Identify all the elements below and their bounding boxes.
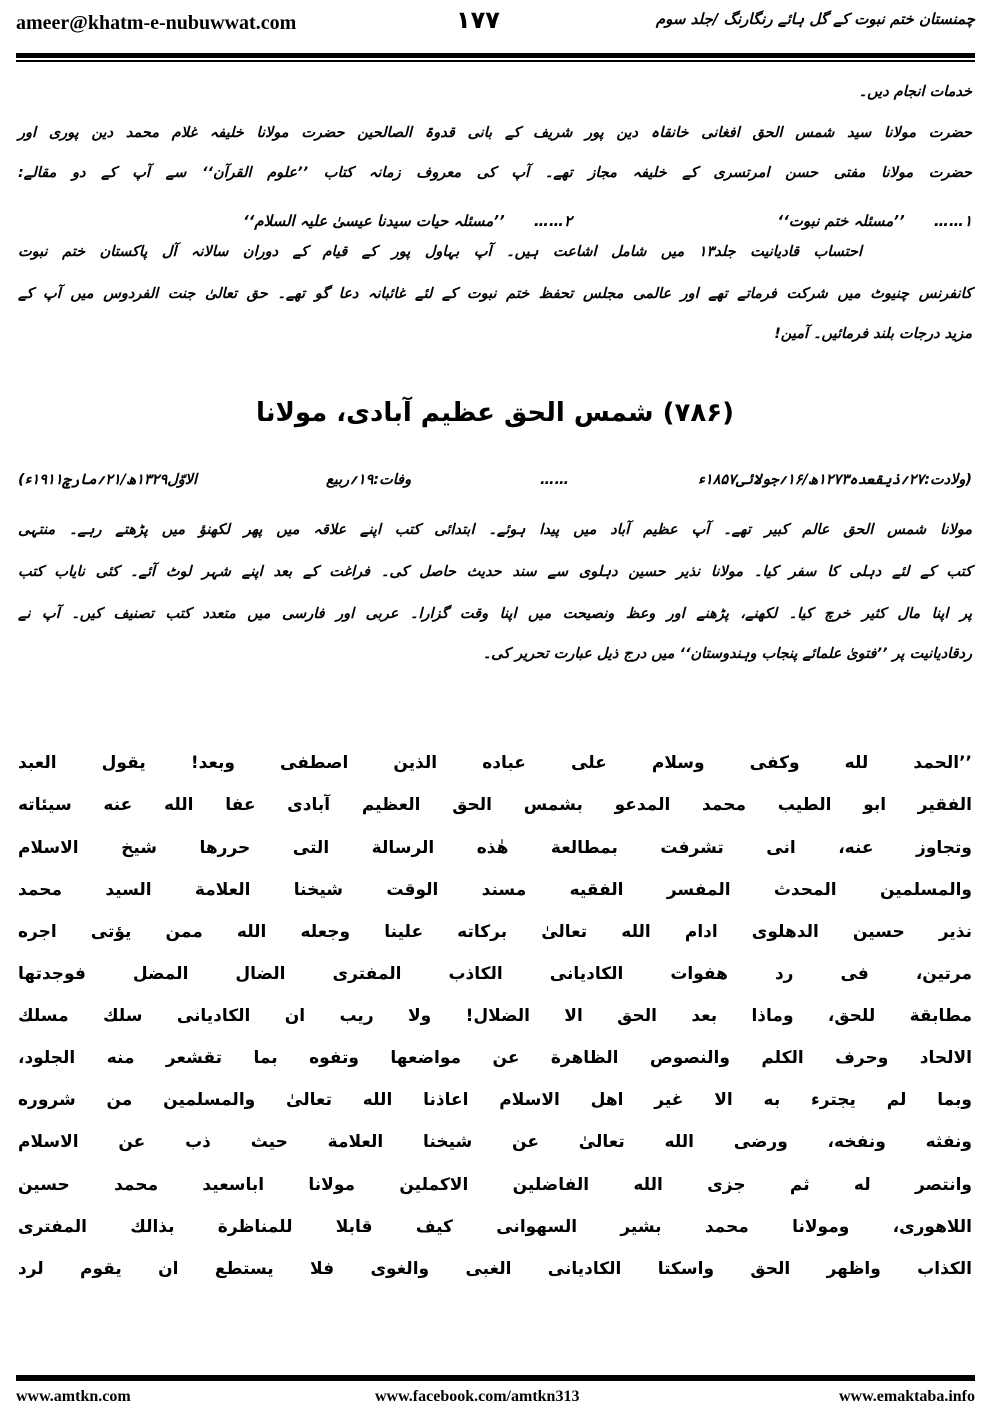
list-item-title: ’’مسئلہ ختم نبوت‘‘ bbox=[777, 212, 905, 230]
paragraph-line: احتساب قادیانیت جلد۱۳ میں شامل اشاعت ہیں۔ آپ بہاول پور کے قیام کے دوران سالانہ آل پاکستان ختم نبوت bbox=[18, 244, 862, 260]
quote-line: ونفثه ونفخه، ورضى الله تعالىٰ عن شيخنا العلامة حيث ذب عن الاسلام bbox=[18, 1132, 972, 1152]
paragraph-line: ردقادیانیت پر ’’فتویٰ علمائے پنجاب وہندوستان‘‘ میں درج ذیل عبارت تحریر کی۔ bbox=[482, 646, 972, 662]
list-item bbox=[243, 212, 572, 230]
paragraph-line: مولانا شمس الحق عالم کبیر تھے۔ آپ عظیم آباد میں پیدا ہوئے۔ ابتدائی کتب اپنے علاقہ میں پھر لکھنؤ میں پڑھتے رہے۔ منتہی bbox=[18, 522, 972, 538]
quote-line: وبما لم يجترء به الا غير اهل الاسلام اعاذنا الله تعالىٰ والمسلمين من شروره bbox=[18, 1090, 972, 1110]
paragraph-line: حضرت مولانا مفتی حسن امرتسری کے خلیفہ مجاز تھے۔ آپ کی معروف زمانہ کتاب ’’علوم القرآن‘‘ سے آپ کے دو مقالے: bbox=[18, 165, 972, 181]
list-item bbox=[777, 212, 972, 230]
quote-line: الفقير ابو الطيب محمد المدعو بشمس الحق العظيم آبادى عفا الله عنه سيئاته bbox=[18, 795, 972, 815]
header-rule-thick bbox=[16, 53, 975, 58]
book-title: چمنستان ختم نبوت کے گل ہائے رنگارنگ /جلد سوم bbox=[655, 10, 975, 28]
paragraph-line: خدمات انجام دیں۔ bbox=[858, 84, 972, 100]
quote-line: مرتين، فى رد هفوات الكاديانى الكاذب المفترى الضال المضل فوجدتها bbox=[18, 964, 972, 984]
section-heading: (۷۸۶) شمس الحق عظیم آبادی، مولانا bbox=[255, 398, 735, 428]
quote-line: وانتصر له ثم جزى الله الفاضلين الاكملين مولانا اباسعيد محمد حسين bbox=[18, 1175, 972, 1195]
footer-rule bbox=[16, 1375, 975, 1381]
footer-link-amtkn[interactable]: www.amtkn.com bbox=[16, 1388, 131, 1405]
paragraph-line: پر اپنا مال کثیر خرچ کیا۔ لکھنے، پڑھنے اور وعظ ونصیحت میں اپنا وقت گزارا۔ عربی اور فارسی میں متعدد کتب تصنیف کیں۔ آپ نے bbox=[18, 606, 972, 622]
paragraph-line: کانفرنس چنیوٹ میں شرکت فرماتے تھے اور عالمی مجلس تحفظ ختم نبوت کے لئے غائبانہ دعا گو تھے۔ حق تعالیٰ جنت الفردوس میں آپ کے bbox=[18, 286, 972, 302]
page-number: ۱۷۷ bbox=[456, 6, 500, 34]
footer-link-emaktaba[interactable]: www.emaktaba.info bbox=[838, 1388, 975, 1405]
paragraph-line: مزید درجات بلند فرمائیں۔ آمین! bbox=[774, 326, 972, 342]
list-item-number: ۱…… bbox=[928, 212, 972, 230]
quote-line: اللاهورى، ومولانا محمد بشير السهوانى كيف قابلا للمناظرة بذالك المفترى bbox=[18, 1217, 972, 1237]
quote-line: نذير حسين الدهلوى ادام الله تعالىٰ بركاته علينا وجعله الله ممن يؤتى اجره bbox=[18, 922, 972, 942]
paragraph-line: حضرت مولانا سید شمس الحق افغانی خانقاہ دین پور شریف کے بانی قدوۃ الصالحین حضرت مولانا خلیفہ غلام محمد دین پوری اور bbox=[18, 125, 972, 141]
list-item-title: ’’مسئلہ حیات سیدنا عیسیٰ علیہ السلام‘‘ bbox=[242, 212, 505, 230]
birth-death-dates: (ولادت:۲۷؍ذیقعدہ۱۲۷۳ھ/۱۶؍جولائی۱۸۵۷ء …… وفات:۱۹؍ربیع الاوّل۱۳۲۹ھ/۲۱؍مارچ۱۹۱۱ء) bbox=[18, 472, 972, 488]
quote-line: وتجاوز عنه، انى تشرفت بمطالعة هٰذه الرسالة التى حررها شيخ الاسلام bbox=[18, 838, 972, 858]
quote-line: الكذاب واظهر الحق واسكتا الكاديانى الغبى والغوى فلا يستطع ان يقوم لرد bbox=[18, 1259, 972, 1279]
footer-link-facebook[interactable]: www.facebook.com/amtkn313 bbox=[375, 1388, 580, 1405]
quote-line: مطابقة للحق، وماذا بعد الحق الا الضلال! ولا ريب ان الكاديانى سلك مسلك bbox=[18, 1006, 972, 1026]
quote-line: والمسلمين المحدث المفسر الفقيه مسند الوقت شيخنا العلامة السيد محمد bbox=[18, 880, 972, 900]
quote-line: ’’الحمد لله وكفى وسلام على عباده الذين اصطفى وبعد! يقول العبد bbox=[18, 753, 972, 773]
header-email: ameer@khatm-e-nubuwwat.com bbox=[16, 12, 297, 34]
page-header bbox=[16, 4, 975, 44]
list-item-number: ۲…… bbox=[528, 212, 572, 230]
header-rule-thin bbox=[16, 60, 975, 62]
quote-line: الالحاد وحرف الكلم والنصوص الظاهرة عن مواضعها وتفوه بما تقشعر منه الجلود، bbox=[18, 1048, 972, 1068]
paragraph-line: کتب کے لئے دہلی کا سفر کیا۔ مولانا نذیر حسین دہلوی سے سند حدیث حاصل کی۔ فراغت کے بعد اپنے شہر لوٹ آئے۔ کئی نایاب کتب bbox=[18, 564, 972, 580]
